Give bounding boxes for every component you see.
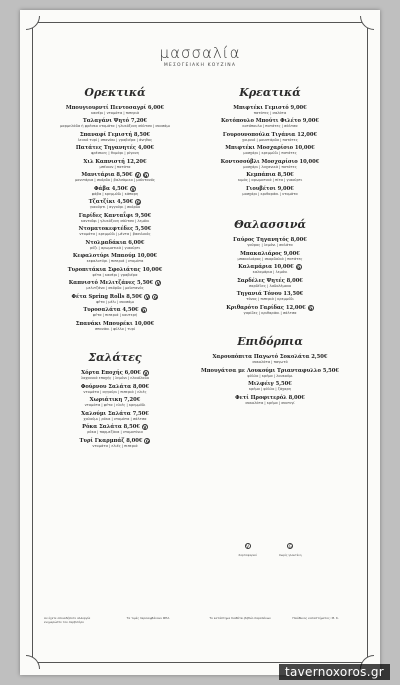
legend-caption: Χωρίς γλουτένη bbox=[278, 553, 302, 557]
legend-caption: Χορτοφαγικό bbox=[238, 553, 257, 557]
menu-item-description: σαρδέλες | λαδολέμονο bbox=[248, 283, 292, 288]
menu-item bbox=[44, 424, 186, 434]
menu-item bbox=[196, 132, 344, 142]
menu-item-label: Κεφαλοτύρι Μπαούμ 10,00€ bbox=[72, 253, 158, 260]
brand-name: μασσαλία bbox=[159, 44, 241, 62]
menu-list bbox=[44, 370, 186, 448]
gluten-free-icon: G bbox=[153, 294, 158, 300]
menu-item bbox=[196, 145, 344, 155]
menu-item bbox=[196, 237, 344, 247]
left-column bbox=[44, 86, 186, 460]
legend-vegetarian bbox=[238, 533, 256, 557]
menu-item-description: ντομάτα | αγγούρι | πιπεριά | ελιές bbox=[83, 389, 147, 394]
menu-item-label: Ντοματοκεφτέδες 5,50€ bbox=[78, 226, 152, 233]
vegetarian-icon: V bbox=[246, 544, 250, 549]
menu-item bbox=[196, 172, 344, 182]
menu-item bbox=[44, 240, 186, 250]
menu-item bbox=[196, 278, 344, 288]
brand-subtitle: ΜΕΣΟΓΕΙΑΚΗ ΚΟΥΖΙΝΑ bbox=[163, 63, 237, 68]
menu-item-label: Καλαμάρια 10,00€ bbox=[238, 264, 294, 271]
vegetarian-icon: V bbox=[145, 294, 150, 300]
menu-item bbox=[44, 199, 186, 209]
menu-item-description: γαύρος | λεμόνι | σαλάτα bbox=[247, 243, 293, 248]
menu-item-label: Γαρίδες Κανταΐφι 9,50€ bbox=[78, 212, 152, 219]
menu-item bbox=[44, 132, 186, 142]
menu-item bbox=[44, 267, 186, 277]
menu-item-label: Τυροσαλάτα 4,50€ bbox=[83, 307, 139, 314]
menu-item bbox=[196, 291, 344, 301]
footer-note: Τα τιμές περιλαμβάνουν ΦΠΑ bbox=[126, 616, 170, 620]
menu-item-description: κρέμα | φύλλο | ζάχαρη bbox=[248, 387, 292, 392]
menu-item bbox=[44, 213, 186, 223]
frame-corner bbox=[360, 16, 374, 30]
menu-item-description: χαλούμι | ρόκα | ντομάτα | σάλτσα bbox=[83, 416, 147, 421]
menu-item-description: μελιτζάνα | σκόρδο | μαϊντανός bbox=[86, 286, 144, 291]
menu-item-label: Γιουβέτσι 9,00€ bbox=[246, 185, 294, 192]
menu-item bbox=[44, 172, 186, 182]
menu-item-description: λευκό τυρί | σπανάκι | γραβιέρα | άνηθος bbox=[77, 137, 153, 142]
menu-item-description: κιμάς | αρωματικά | πίτα | γιαούρτι bbox=[237, 178, 303, 183]
appetizers-section bbox=[44, 86, 186, 331]
desserts-section bbox=[196, 335, 344, 405]
menu-item-label: Γουρουνοπούλα Τιγάνια 12,00€ bbox=[222, 131, 318, 138]
menu-item-label: Φετί Προφιτερόλ 8,00€ bbox=[235, 394, 305, 401]
menu-item-label: Φούρνου Σαλάτα 8,00€ bbox=[80, 383, 150, 390]
menu-item-description: γαρίδες | κριθαράκι | σάλτσα bbox=[243, 310, 297, 315]
menu-item-name-price bbox=[196, 368, 344, 374]
menu-item-description: γιαούρτι | αγγούρι | σκόρδο bbox=[89, 205, 141, 210]
footer-note: Υπεύθυνος καταστήματος: Μ. Κ. bbox=[291, 616, 339, 620]
menu-item-description: φρέσκιες | θυμάρι | ρίγανη bbox=[91, 151, 139, 156]
footer-note: Το κατάστημα διαθέτει βιβλίο παραπόνων bbox=[209, 616, 271, 620]
gluten-free-icon: G bbox=[145, 438, 150, 444]
menu-item-label: Χαρουπόπιτα Παγωτό Σοκολάτα 2,50€ bbox=[212, 354, 328, 361]
menu-item-description: μαρμελάδα ή φρέσκο ντομάτα | γλυκόξυνη σάλτσα | σουσάμι bbox=[59, 124, 171, 129]
menu-item-label: Τζατζίκι 4,50€ bbox=[88, 199, 134, 206]
menu-item-label: Χαλούμι Σαλάτα 7,50€ bbox=[81, 410, 149, 417]
menu-item-description: φύλλο | κρέμα | λουκούμι bbox=[247, 373, 293, 378]
watermark: tavernoxoros.gr bbox=[279, 664, 390, 680]
menu-item bbox=[44, 118, 186, 128]
vegetarian-icon: V bbox=[144, 371, 148, 377]
menu-item bbox=[44, 226, 186, 236]
menu-item-description: ντομάτα | φέτα | ελιές | κρεμμύδι bbox=[84, 403, 146, 408]
menu-item bbox=[44, 145, 186, 155]
right-column bbox=[196, 86, 344, 417]
menu-item bbox=[196, 264, 344, 274]
menu-item-description: μπέικον | πατάτα bbox=[99, 164, 131, 169]
menu-item bbox=[196, 186, 344, 196]
menu-item-description: ρόκα | παρμεζάνα | ντοματίνια bbox=[87, 430, 143, 435]
menu-item-label: Ταλαγάνι Ψητό 7,20€ bbox=[82, 118, 148, 125]
menu-item-description: πατάτες | σαλάτα bbox=[253, 111, 287, 115]
menu-item bbox=[44, 397, 186, 407]
menu-item-description: ρύζι | αρωματικά | γιαούρτι bbox=[89, 245, 141, 250]
menu-item-label: Κοτόπουλο Μπούτι Φιλέτο 9,00€ bbox=[221, 118, 319, 125]
menu-item-description: μοσχάρι | λαχανικά | πατάτες bbox=[243, 164, 297, 169]
menu-item-description: μοσχάρι | κριθαράκι | ντομάτα bbox=[242, 191, 298, 196]
menu-item-description: κανταΐφι | γλυκόξυνη σάλτσα | λεμόνι bbox=[80, 218, 150, 223]
menu-item bbox=[44, 384, 186, 394]
section-title: Κρεατικά bbox=[239, 86, 301, 99]
frame-corner bbox=[26, 655, 40, 669]
menu-item bbox=[196, 368, 344, 378]
menu-item-label: Χιλ Καπνιστή 12,20€ bbox=[83, 158, 147, 165]
vegetarian-icon: V bbox=[131, 186, 135, 192]
gluten-free-icon: G bbox=[144, 173, 148, 179]
menu-item-description: κοτόπουλο | πατάτες | σάλτσα bbox=[242, 124, 298, 129]
menu-item bbox=[44, 307, 186, 317]
menu-item-description: κεφαλοτύρι | πιπεριά | ντομάτα bbox=[86, 259, 144, 264]
menu-item-description: σπανάκι | φύλλο | τυρί bbox=[94, 326, 136, 331]
menu-item bbox=[44, 253, 186, 263]
menu-item bbox=[44, 186, 186, 196]
menu-item-label: Κοντοσούβλι Μοσχαρίσιο 10,00€ bbox=[220, 158, 320, 165]
vegetarian-icon: V bbox=[143, 425, 147, 431]
gluten-free-icon: G bbox=[136, 200, 140, 206]
menu-item-description: ντομάτα | ελιές | πιπεριά bbox=[92, 443, 138, 448]
seafood-section bbox=[196, 218, 344, 315]
salads-section bbox=[44, 351, 186, 448]
menu-item bbox=[196, 381, 344, 391]
menu-item bbox=[196, 159, 344, 169]
menu-item-label: Φέτα Spring Rolls 8,50€ bbox=[71, 293, 143, 300]
menu-item bbox=[44, 321, 186, 331]
menu-item-description: λαχανικά εποχής | λεμόνι | ελαιόλαδο bbox=[80, 376, 150, 381]
section-title: Ορεκτικά bbox=[84, 86, 146, 99]
menu-list bbox=[44, 105, 186, 331]
footer-notes bbox=[44, 617, 356, 625]
vegetarian-icon: V bbox=[156, 281, 160, 287]
menu-item-label: Γαύρος Τηγανητός 8,00€ bbox=[233, 237, 307, 244]
menu-item-label: Μιλφέιγ 5,50€ bbox=[248, 381, 292, 388]
menu-item-label: Μανιτάρια 8,50€ bbox=[81, 172, 133, 179]
menu-item bbox=[44, 280, 186, 290]
gluten-free-icon: G bbox=[142, 308, 146, 314]
frame-corner bbox=[26, 16, 40, 30]
menu-item bbox=[196, 305, 344, 315]
menu-item-description: κασέρι | ντομάτα | πιπεριά bbox=[90, 111, 140, 115]
menu-item-label: Μπακαλιάρος 9,00€ bbox=[240, 250, 300, 257]
menu-item bbox=[44, 370, 186, 380]
menu-item-description: φέτα | κασέρι | γραβιέρα bbox=[92, 272, 138, 277]
menu-item-description: τόνος | πιπεριά | κρεμμύδι bbox=[246, 297, 294, 302]
menu-item bbox=[44, 438, 186, 448]
menu-item-description: ντομάτα | κρεμμύδι | μέντα | βασιλικός bbox=[79, 232, 151, 237]
menu-item-label: Τηγανιά Τόνου 13,50€ bbox=[236, 291, 304, 298]
menu-list bbox=[196, 105, 344, 196]
menu-list bbox=[196, 354, 344, 405]
gluten-free-icon: G bbox=[297, 265, 301, 271]
section-title: Σαλάτες bbox=[88, 351, 142, 365]
menu-item-label: Μπιφτέκι Μοσχαρίσιο 10,00€ bbox=[225, 145, 315, 152]
menu-item-description: καλαμάρια | λεμόνι bbox=[252, 270, 288, 275]
menu-item bbox=[44, 411, 186, 421]
menu-item-label: Σαρδέλες Ψητές 8,00€ bbox=[237, 277, 303, 284]
section-title: Επιδόρπια bbox=[237, 335, 303, 349]
menu-item-description: φάβα | κρεμμύδι | κάπαρη bbox=[91, 191, 139, 196]
menu-item-description: σοκολάτα | κρέμα | σαντιγί bbox=[245, 400, 295, 405]
menu-item bbox=[196, 354, 344, 364]
menu-item bbox=[196, 118, 344, 128]
menu-item-label: Χωριάτικη 7,20€ bbox=[89, 397, 141, 404]
legend-gluten-free bbox=[279, 533, 302, 557]
menu-item-description: χοιρινό | μουστάρδα | πατάτες bbox=[242, 137, 298, 142]
menu-item-description: φέτα | πιπεριά | καυτερή bbox=[92, 313, 138, 318]
menu-item bbox=[44, 294, 186, 304]
meats-section bbox=[196, 86, 344, 196]
menu-item-description: μοσχάρι | κρεμμύδι | πατάτες bbox=[243, 151, 297, 156]
footer-note: Αν έχετε οποιαδήποτε αλλεργία ενημερώστε τον σερβιτόρο bbox=[44, 616, 91, 624]
menu-item-label: Ρόκα Σαλάτα 8,50€ bbox=[82, 424, 140, 431]
menu-item-description: σοκολάτα | παγωτό bbox=[252, 360, 288, 365]
menu-item bbox=[44, 105, 186, 115]
menu-item-label: Καπνιστό Μελιτζάνες 5,50€ bbox=[68, 280, 154, 287]
menu-item-label: Μπουγιουρντί Πεντοσαγρί 6,00€ bbox=[65, 105, 165, 111]
brand-header bbox=[20, 44, 380, 68]
menu-item-label: Χόρτα Εποχής 6,00€ bbox=[81, 370, 141, 377]
gluten-free-icon: G bbox=[309, 305, 313, 311]
menu-item-label: Φάβα 4,50€ bbox=[94, 185, 128, 192]
menu-item-label: Σπανάκι Μπουρέκι 10,00€ bbox=[75, 320, 155, 327]
vegetarian-icon: V bbox=[136, 173, 140, 179]
menu-item-description: μπακαλιάρος | σκορδαλιά | πατάτες bbox=[237, 256, 303, 261]
diet-legend bbox=[196, 533, 344, 557]
menu-item-label: Ντολμαδάκια 6,00€ bbox=[85, 239, 145, 246]
gluten-free-icon: G bbox=[288, 544, 292, 549]
menu-item-label: Κεμπάπια 8,50€ bbox=[246, 172, 294, 179]
menu-item-label: Τυροπιτάκια Σφολιάτας 10,00€ bbox=[67, 266, 163, 273]
menu-item-label: Κριθαρότο Γαρίδας 12,00€ bbox=[226, 304, 306, 311]
menu-item bbox=[44, 159, 186, 169]
menu-item-label: Πατάτες Τηγανητές 4,00€ bbox=[75, 145, 155, 152]
menu-item bbox=[196, 251, 344, 261]
menu-item-label: Μπιφτέκι Γεμιστό 9,00€ bbox=[233, 105, 307, 111]
menu-item-label: Μπουγάτσα με Λουκούμι Τριανταφυλλο 5,50€ bbox=[200, 367, 339, 374]
menu-item-label: Τυρί Γκαρμπάζ 8,00€ bbox=[79, 437, 143, 444]
menu-item-description: μανιτάρια | σκόρδο | βαλσάμικο | μαϊντανός bbox=[74, 178, 156, 183]
menu-item-description: φέτα | μέλι | σουσάμι bbox=[95, 299, 135, 304]
section-title: Θαλασσινά bbox=[234, 218, 306, 232]
menu-item bbox=[196, 105, 344, 115]
menu-list bbox=[196, 237, 344, 315]
menu-item bbox=[196, 395, 344, 405]
menu-item-label: Σπαναφί Γεμιστή 8,50€ bbox=[79, 131, 151, 138]
